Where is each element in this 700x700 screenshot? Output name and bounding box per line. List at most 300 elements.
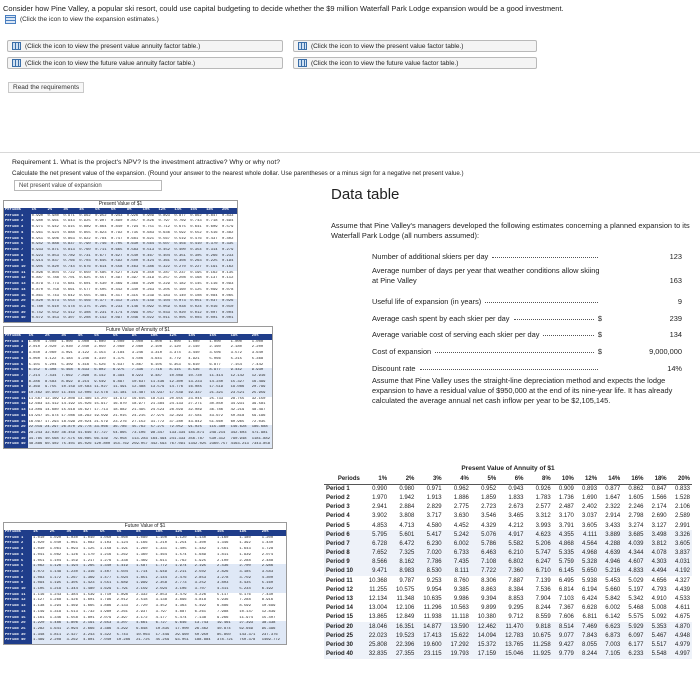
table-cell: 1.040 [49, 541, 62, 546]
table-cell: 1.426 [66, 598, 78, 603]
table-cell: 4.292 [116, 627, 136, 633]
table-cell: 0.609 [206, 225, 218, 230]
table-cell: 11.974 [239, 615, 254, 620]
table-cell: 1.124 [116, 541, 128, 546]
table-cell: 1.062 [32, 564, 49, 570]
table-cell: 3.310 [150, 351, 162, 356]
table-icon[interactable] [12, 42, 21, 50]
table-cell: 0.990 [31, 213, 44, 218]
row-label: Period 5 [4, 363, 28, 369]
table-cell: 0.627 [110, 254, 126, 260]
table-cell: 32.393 [169, 413, 184, 418]
table-cell: 0.712 [158, 225, 170, 230]
table-cell: 18.531 [150, 396, 165, 401]
table-cell: 5.743 [116, 633, 136, 639]
table-row [324, 585, 692, 594]
table-cell: 2.322 [605, 504, 621, 511]
table-cell: 5.160 [261, 581, 286, 587]
table-cell: 0.943 [63, 219, 75, 224]
table-cell: 186.688 [251, 425, 272, 431]
table-cell: 530.312 [208, 437, 229, 443]
table-cell: 14.776 [168, 385, 187, 391]
table-icon[interactable] [298, 42, 307, 50]
table-cell: 1.191 [116, 547, 128, 552]
fv-factor-label[interactable]: (Click the icon to view the future value factor table.) [311, 59, 459, 67]
table-cell: 7.536 [535, 586, 551, 593]
currency-sign: $ [597, 314, 602, 323]
table-cell: 8.055 [576, 640, 599, 649]
table-cell: 3.278 [216, 576, 238, 582]
table-cell: 3.170 [558, 513, 574, 520]
table-cell: 1.714 [135, 570, 155, 576]
table-row [4, 351, 272, 357]
table-cell: 0.888 [63, 230, 75, 235]
row-label: Period 3 [326, 504, 350, 511]
table-cell: 3.374 [169, 351, 181, 356]
table-cell: 0.980 [47, 213, 59, 218]
table-cell: 1.125 [83, 547, 95, 552]
table-cell: 13.579 [150, 385, 169, 391]
table-cell: 8.923 [131, 374, 150, 380]
table-cell: 3.252 [194, 581, 216, 587]
row-label: Period 4 [4, 357, 28, 363]
table-cell: 2.427 [65, 633, 82, 639]
fv-annuity-link[interactable] [7, 57, 283, 69]
table-cell: 1.605 [628, 494, 644, 501]
pv-factor-link[interactable] [293, 40, 537, 52]
table-cell: 7.904 [535, 596, 551, 603]
table-icon[interactable] [298, 59, 307, 67]
table-cell: 5.467 [645, 631, 668, 640]
table-cell: 7.108 [471, 558, 498, 567]
table-cell: 0.896 [31, 270, 44, 275]
table-cell: 2.100 [216, 558, 229, 563]
column-header: 18% [230, 334, 251, 340]
table-cell: 1469.772 [261, 638, 286, 644]
table-cell: 0.731 [78, 254, 94, 260]
table-cell: 1.020 [49, 535, 62, 540]
table-cell: 3.808 [399, 513, 415, 520]
table-cell: 1.833 [508, 494, 524, 501]
column-header: 5% [99, 530, 116, 536]
table-cell: 30.850 [209, 402, 224, 407]
row-label: Period 20 [4, 299, 31, 305]
estimate-row [372, 347, 682, 356]
table-cell: 0.826 [142, 219, 155, 224]
column-header: 14% [173, 208, 189, 214]
table-cell: 2.402 [582, 504, 598, 511]
table-cell: 2.488 [261, 558, 274, 563]
column-header: 4% [444, 475, 471, 484]
table-cell: 2.010 [28, 345, 40, 350]
pv-factor-label[interactable]: (Click the icon to view the present value factor table.) [311, 42, 464, 50]
table-cell: 0.743 [47, 293, 59, 298]
table-cell: 0.552 [47, 311, 63, 317]
table-cell: 1.772 [155, 564, 175, 570]
table-cell: 0.926 [535, 486, 551, 493]
table-cell: 14.680 [44, 408, 59, 413]
divider [0, 152, 700, 153]
table-cell: 115.380 [208, 425, 229, 431]
row-label: Period 5 [4, 237, 31, 243]
table-cell: 4.184 [61, 356, 73, 361]
estimate-label: Average cash spent by each skier per day [372, 314, 510, 323]
table-cell: 4.564 [576, 539, 599, 548]
table-cell: 8.863 [481, 586, 497, 593]
table-cell: 14.947 [28, 413, 43, 418]
table-cell: 5.117 [216, 592, 229, 597]
table-cell: 3.583 [261, 570, 286, 576]
table-cell: 5.474 [175, 615, 187, 620]
table-cell: 5.601 [389, 530, 416, 539]
table-cell: 790.948 [230, 437, 251, 443]
table-cell: 54.865 [112, 431, 131, 437]
table-cell: 25.808 [362, 640, 389, 649]
table-row [324, 493, 692, 502]
table-cell: 1.886 [99, 604, 112, 609]
table-cell: 0.675 [174, 225, 186, 230]
table-cell: 2.159 [135, 587, 155, 593]
column-header: 3% [60, 334, 76, 340]
table-cell: 0.012 [189, 311, 205, 317]
table-row [324, 539, 692, 548]
table-cell: 1.000 [169, 339, 181, 344]
table-cell: 15.974 [44, 413, 59, 418]
table-cell: 8.536 [187, 368, 208, 374]
table-cell: 10.286 [116, 638, 136, 644]
table-cell: 356.787 [187, 437, 208, 443]
table-cell: 2.853 [155, 592, 167, 597]
fva-table [4, 334, 272, 448]
estimate-value: 163 [669, 276, 682, 285]
table-cell: 1.392 [239, 541, 251, 546]
table-cell: 13.809 [28, 408, 43, 413]
table-cell: 0.888 [47, 242, 63, 248]
table-cell: 2.487 [558, 504, 574, 511]
table-cell: 47.575 [61, 436, 76, 441]
table-cell: 2.195 [194, 564, 216, 570]
table-cell: 51.660 [209, 419, 224, 424]
table-cell: 0.579 [221, 225, 234, 230]
expansion-estimates-label[interactable]: (Click the icon to view the expansion estimates.) [20, 16, 159, 23]
table-cell: 1.469 [136, 558, 148, 563]
row-label: Period 14 [4, 610, 32, 616]
table-cell: 1.180 [239, 535, 251, 540]
table-cell: 2.074 [261, 552, 274, 557]
table-cell: 0.746 [94, 242, 110, 248]
npv-answer-input[interactable] [14, 180, 162, 191]
estimate-value: 239 [669, 314, 682, 323]
table-cell: 3.717 [426, 513, 442, 520]
table-cell: 5.453 [605, 577, 621, 584]
table-cell: 3.630 [453, 513, 469, 520]
row-label: Period 6 [324, 530, 362, 539]
table-cell: 2.100 [150, 345, 162, 350]
table-cell: 0.314 [205, 248, 221, 254]
table-cell: 0.233 [221, 254, 237, 260]
table-cell: 146.628 [230, 425, 251, 431]
table-cell: 1.050 [99, 535, 112, 540]
table-cell: 1.690 [582, 494, 598, 501]
table-cell: 5.234 [238, 587, 260, 593]
table-cell: 1181.882 [251, 437, 272, 443]
table-cell: 188.884 [194, 638, 216, 644]
table-cell: 1.149 [33, 609, 45, 614]
table-cell: 7.887 [508, 577, 524, 584]
table-cell: 12.783 [498, 631, 525, 640]
column-header: 12% [576, 475, 599, 484]
column-header: 6% [498, 475, 525, 484]
table-cell: 0.519 [174, 236, 186, 241]
table-cell: 9.899 [481, 605, 497, 612]
table-cell: 5.867 [131, 362, 144, 367]
table-cell: 25.733 [209, 396, 224, 401]
table-cell: 0.005 [173, 316, 189, 322]
fv-factor-link[interactable] [293, 57, 537, 69]
table-cell: 1.138 [33, 604, 45, 609]
table-cell: 1.647 [605, 494, 621, 501]
table-cell: 0.051 [189, 299, 205, 305]
table-row [324, 549, 692, 558]
table-cell: 95.026 [77, 442, 92, 447]
table-cell: 24.297 [44, 425, 59, 430]
table-cell: 0.308 [78, 311, 94, 317]
table-cell: 4.868 [553, 539, 576, 548]
table-cell: 4.375 [113, 356, 125, 361]
row-label: Period 8 [4, 380, 28, 386]
table-cell: 1.030 [33, 547, 45, 552]
table-cell: 6.727 [155, 621, 175, 627]
table-cell: 0.312 [110, 299, 126, 305]
estimate-label: Number of additional skiers per day [372, 252, 489, 261]
column-header: 10% [150, 334, 169, 340]
table-cell: 98.347 [150, 431, 169, 437]
table-cell: 3.274 [628, 522, 644, 529]
table-cell: 1.574 [175, 552, 187, 557]
table-cell: 8.244 [576, 650, 599, 659]
table-cell: 1.629 [99, 587, 116, 593]
table-cell: 5.417 [416, 530, 443, 539]
table-cell: 29.778 [77, 425, 92, 430]
table-cell: 14.487 [131, 391, 150, 397]
table-cell: 18.882 [113, 408, 127, 413]
table-cell: 10.637 [131, 380, 150, 386]
table-cell: 3.479 [175, 592, 187, 597]
table-cell: 4.675 [674, 614, 690, 621]
expansion-estimates-link[interactable] [5, 15, 159, 24]
table-icon[interactable] [5, 15, 16, 24]
table-cell: 1.689 [116, 581, 136, 587]
table-cell: 5.206 [525, 539, 552, 548]
table-cell: 0.386 [142, 265, 158, 271]
table-cell: 0.797 [158, 219, 170, 224]
table-cell: 40.568 [44, 436, 59, 441]
row-label: Period 30 [324, 640, 362, 649]
row-label: Period 9 [324, 558, 362, 567]
table-cell: 1.161 [33, 615, 45, 620]
table-cell: 5.353 [645, 622, 668, 631]
table-cell: 0.583 [126, 248, 142, 254]
table-cell: 1.149 [49, 570, 66, 576]
table-cell: 9.442 [230, 368, 251, 374]
table-cell: 1.801 [83, 615, 95, 620]
table-cell: 59.196 [251, 413, 266, 418]
table-cell: 0.007 [205, 311, 221, 317]
table-cell: 0.497 [110, 276, 123, 281]
table-cell: 3.889 [599, 530, 622, 539]
table-cell: 1.104 [49, 558, 62, 563]
table-cell: 2.020 [44, 345, 57, 350]
table-cell: 0.375 [78, 305, 94, 311]
table-cell: 7.020 [416, 549, 443, 558]
table-cell: 7.360 [498, 567, 525, 576]
pv-annuity-label[interactable]: (Click the icon to view the present value annuity factor table.) [25, 42, 201, 50]
table-cell: 1.159 [66, 558, 78, 563]
row-label: Period 9 [4, 581, 32, 587]
table-cell: 42.219 [230, 408, 245, 413]
table-cell: 8.244 [535, 605, 551, 612]
column-header: 16% [216, 530, 238, 536]
fva-table-window [3, 326, 273, 449]
table-cell: 13.743 [194, 621, 216, 627]
table-cell: 1.369 [82, 576, 99, 582]
table-cell: 1.489 [32, 638, 49, 644]
table-cell: 11.491 [112, 385, 131, 391]
read-requirements-button[interactable]: Read the requirements [8, 82, 84, 93]
table-cell: 3.572 [230, 351, 242, 356]
table-cell: 1.551 [99, 581, 116, 587]
table-row [324, 521, 692, 530]
table-cell: 19.461 [216, 621, 238, 627]
table-cell: 2.594 [155, 587, 175, 593]
table-cell: 3.091 [61, 351, 73, 356]
column-header: 1% [362, 475, 389, 484]
table-cell: 5.575 [628, 614, 644, 621]
table-cell: 4.968 [576, 549, 599, 558]
table-cell: 15.917 [94, 402, 108, 407]
table-cell: 0.792 [110, 230, 123, 235]
table-cell: 43.842 [188, 419, 202, 424]
table-cell: 7.786 [416, 558, 443, 567]
table-cell: 1.806 [65, 621, 82, 627]
table-cell: 15.372 [471, 640, 498, 649]
table-cell: 4.639 [599, 549, 622, 558]
table-cell: 2.246 [628, 504, 644, 511]
table-cell: 7.003 [599, 640, 622, 649]
table-cell: 1.160 [216, 535, 229, 540]
table-cell: 18.292 [77, 413, 92, 418]
row-label: Period 14 [4, 288, 31, 294]
table-cell: 0.429 [126, 270, 139, 275]
table-cell: 3.122 [77, 351, 90, 356]
table-cell: 0.804 [47, 270, 59, 275]
table-cell: 9.549 [93, 380, 112, 386]
row-label: Period 13 [4, 604, 32, 610]
table-icon[interactable] [12, 59, 21, 67]
column-header: 2% [47, 208, 63, 214]
table-cell: 2.991 [674, 522, 690, 529]
table-cell: 3.262 [65, 638, 82, 644]
table-cell: 0.463 [126, 265, 142, 271]
table-cell: 7.662 [60, 374, 76, 380]
table-cell: 15.622 [444, 631, 471, 640]
row-label: Period 7 [4, 374, 28, 380]
instruction-text: Calculate the net present value of the expansion. (Round your answer to the nearest whole dollar. Use parentheses or a minus sign for a negative net present value.) [12, 170, 464, 177]
table-cell: 4.801 [82, 638, 99, 644]
table-cell: 5.335 [553, 549, 576, 558]
table-cell: 5.197 [628, 586, 644, 593]
table-cell: 0.862 [628, 486, 644, 493]
table-cell: 0.558 [110, 265, 126, 271]
table-cell: 0.263 [142, 287, 155, 292]
table-cell: 6.468 [60, 368, 76, 374]
table-cell: 0.552 [190, 230, 202, 235]
table-cell: 0.683 [142, 230, 155, 235]
pv-annuity-link[interactable] [7, 40, 283, 52]
column-header: 14% [194, 530, 216, 536]
table-cell: 4.303 [645, 558, 668, 567]
table-cell: 8.286 [28, 380, 44, 386]
table-cell: 0.677 [94, 254, 110, 260]
table-cell: 1.477 [99, 576, 116, 582]
table-cell: 14.240 [208, 380, 229, 386]
table-cell: 0.887 [31, 276, 44, 281]
table-cell: 6.472 [389, 539, 416, 548]
table-cell: 12.006 [77, 391, 92, 396]
table-cell: 1.000 [209, 339, 221, 344]
table-cell: 113.283 [131, 436, 148, 441]
table-cell: 16.627 [77, 408, 92, 413]
table-row [324, 631, 692, 640]
table-cell: 4.322 [99, 633, 116, 639]
table-cell: 23.045 [188, 396, 202, 401]
table-cell: 1.811 [216, 552, 229, 557]
table-cell: 3.993 [535, 522, 551, 529]
fv-annuity-label[interactable]: (Click the icon to view the future value annuity factor table.) [25, 59, 196, 67]
table-cell: 0.315 [126, 293, 139, 298]
data-table-panel [318, 178, 698, 698]
column-header: 2% [389, 475, 416, 484]
table-cell: 13.233 [187, 380, 208, 386]
table-cell: 6.194 [582, 586, 598, 593]
table-cell: 8.559 [535, 614, 551, 621]
table-cell: 6.728 [362, 539, 389, 548]
table-cell: 7.154 [230, 362, 242, 367]
table-cell: 1.732 [83, 609, 95, 614]
table-cell: 0.790 [78, 242, 94, 248]
table-cell: 13.590 [444, 622, 471, 631]
table-cell: 1.643 [239, 547, 251, 552]
table-cell: 1.000 [131, 339, 144, 344]
table-cell: 33.066 [93, 425, 112, 431]
table-cell: 1.331 [155, 547, 167, 552]
table-cell: 0.453 [47, 316, 63, 322]
table-cell: 0.758 [47, 287, 59, 292]
table-cell: 0.853 [47, 254, 63, 260]
table-cell: 1.340 [99, 564, 116, 570]
table-cell: 1.116 [33, 592, 45, 597]
row-label: Period 40 [4, 442, 28, 448]
table-cell: 23.276 [113, 419, 127, 424]
table-cell: 0.397 [126, 276, 139, 281]
table-cell: 0.961 [47, 219, 59, 224]
table-cell: 7.843 [576, 631, 599, 640]
table-cell: 0.024 [189, 305, 205, 311]
table-cell: 0.400 [173, 248, 189, 254]
table-cell: 41.646 [77, 430, 92, 435]
table-row [324, 530, 692, 539]
table-row [324, 484, 692, 493]
